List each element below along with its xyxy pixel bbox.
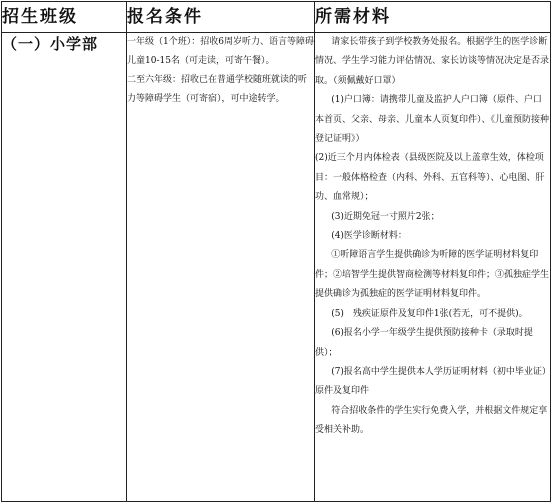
material-item-5: (5) 残疾证原件及复印件1张(若无，可不提供)。: [331, 308, 528, 319]
material-item-2: (2)近三个月内体检表（县级医院及以上盖章生效，体检项目：一般体格检查（内科、外科、五官科等）、心电图、肝功、血常规）；: [315, 153, 545, 203]
admission-table-document: [1, 1, 550, 502]
condition-grade-2-6: 二至六年级：招收已在普通学校随班就读的听力等障碍学生（可寄宿），可中途转学。: [127, 75, 308, 104]
material-item-7: (7)报名高中学生提供本人学历证明材料（初中毕业证）原件及复印件: [315, 366, 547, 397]
class-name-cell: [2, 33, 127, 502]
material-intro: 请家长带孩子到学校教务处报名。根据学生的医学诊断情况、学生学习能力评估情况、家长访谈等情况决定是否录取。（须佩戴好口罩）: [315, 37, 550, 86]
table-row-primary: [2, 33, 551, 502]
header-class: 招生班级: [2, 2, 127, 33]
header-materials: 所需材料: [315, 2, 551, 33]
material-note: 符合招收条件的学生实行免费入学，并根据文件规定享受相关补助。: [315, 405, 548, 436]
material-item-1: (1)户口簿：请携带儿童及监护人户口簿（原件、户口本首页、父亲、母亲、儿童本人页复印件）、《儿童预防接种登记证明》）: [315, 95, 550, 145]
material-item-4: (4)医学诊断材料：: [331, 231, 407, 242]
materials-cell: [315, 33, 551, 502]
class-name: （一）小学部: [2, 35, 99, 53]
header-row: [2, 2, 551, 33]
condition-grade-1: 一年级（1个班）：招收6周岁听力、语言等障碍儿童10-15名（可走读，可寄午餐）。: [127, 37, 314, 66]
material-item-4-detail: ①听障语言学生提供确诊为听障的医学证明材料复印件；②培智学生提供智商检测等材料复印件；③孤独症学生提供确诊为孤独症的医学证明材料复印件。: [315, 250, 550, 300]
admission-table: [1, 1, 551, 502]
material-item-6: (6)报名小学一年级学生提供预防接种卡（录取时提供）；: [315, 328, 533, 358]
conditions-cell: [127, 33, 315, 502]
material-item-3: (3)近期免冠一寸照片2张；: [331, 211, 440, 222]
header-conditions: 报名条件: [127, 2, 315, 33]
